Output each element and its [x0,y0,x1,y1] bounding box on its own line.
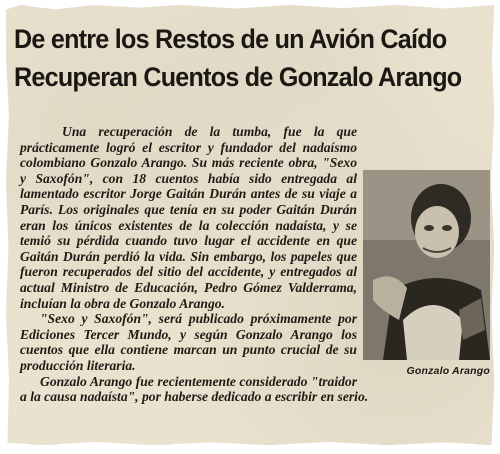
article-body [20,124,490,405]
paragraph-3: Gonzalo Arango fue recientemente considerado "traidor a la causa nadaísta", por haberse dedicado a escribir en serio. [20,373,369,405]
paragraph-1: Una recuperación de la tumba, fue la que prácticamente logró el escritor y fundador del nadaísmo colombiano Gonzalo Arango. Su más reciente obra, "Sexo y Saxofón", con 18 cuentos había sido entregada al lamentado escritor Jorge Gaitán Durán antes de su viaje a París. Los originales que tenía en su poder Gaitán Durán eran los únicos existentes de la colección nadaísta, y se temió su pérdida cuando tuvo lugar el accidente en que Gaitán Durán perdió la vida. Sin embargo, los papeles que fueron recuperados del sitio del accidente, y entregados al actual Ministro de Educación, Pedro Gómez Valderrama, incluían la obra de Gonzalo Arango. [20,124,357,311]
author-photo [363,170,490,376]
headline-line-2: Recuperan Cuentos de Gonzalo Arango [14,62,462,92]
photo-caption: Gonzalo Arango [406,365,490,377]
author-photo-image [363,170,490,360]
headline-line-1: De entre los Restos de un Avión Caído [14,24,447,54]
paragraph-2: "Sexo y Saxofón", será publicado próximamente por Ediciones Tercer Mundo, y según Gonzalo Arango los cuentos que ella contiene marcan un punto crucial de su producción literaria. [20,311,357,373]
headline [14,20,462,96]
